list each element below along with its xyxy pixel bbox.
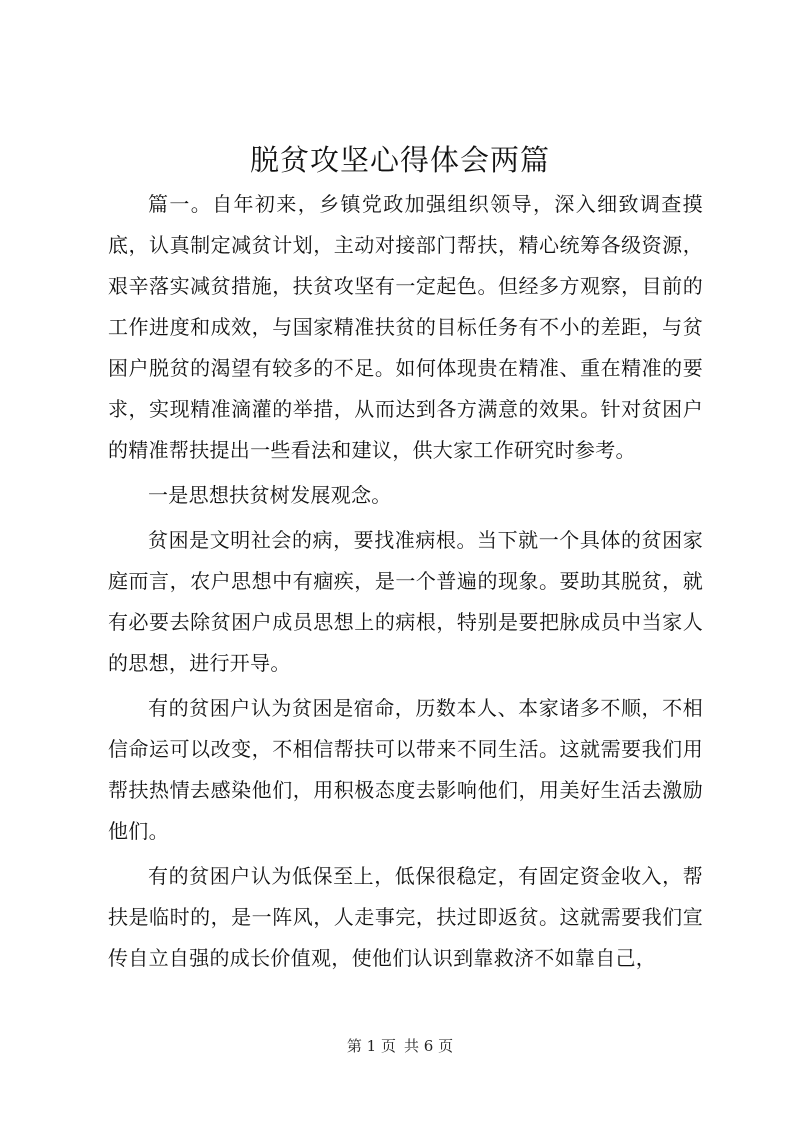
page-number-current: 第 1 页 [346, 1037, 396, 1055]
paragraph-fate-belief: 有的贫困户认为贫困是宿命，历数本人、本家诸多不顺，不相信命运可以改变，不相信帮扶可以带来不同生活。这就需要我们用帮扶热情去感染他们，用积极态度去影响他们，用美好生活去激励他们。 [108, 696, 703, 843]
page-footer [0, 1036, 800, 1056]
paragraph-subsidy-belief: 有的贫困户认为低保至上，低保很稳定，有固定资金收入，帮扶是临时的，是一阵风，人走事完，扶过即返贫。这就需要我们宣传自立自强的成长价值观，使他们认识到靠救济不如靠自己， [108, 864, 703, 970]
document-body [108, 184, 703, 979]
document-title: 脱贫攻坚心得体会两篇 [249, 143, 550, 177]
paragraph-heading-1: 一是思想扶贫树发展观念。 [148, 483, 392, 507]
paragraph-poverty-cause: 贫困是文明社会的病，要找准病根。当下就一个具体的贫困家庭而言，农户思想中有痼疾，是一个普遍的现象。要助其脱贫，就有必要去除贫困户成员思想上的病根，特别是要把脉成员中当家人的思想，进行开导。 [108, 528, 703, 675]
page-number-total: 共 6 页 [404, 1037, 454, 1055]
paragraph-intro: 篇一。自年初来，乡镇党政加强组织领导，深入细致调查摸底，认真制定减贫计划，主动对接部门帮扶，精心统筹各级资源，艰辛落实减贫措施，扶贫攻坚有一定起色。但经多方观察，目前的工作进度和成效，与国家精准扶贫的目标任务有不小的差距，与贫困户脱贫的渴望有较多的不足。如何体现贵在精准、重在精准的要求，实现精准滴灌的举措，从而达到各方满意的效果。针对贫困户的精准帮扶提出一些看法和建议，供大家工作研究时参考。 [108, 192, 703, 462]
